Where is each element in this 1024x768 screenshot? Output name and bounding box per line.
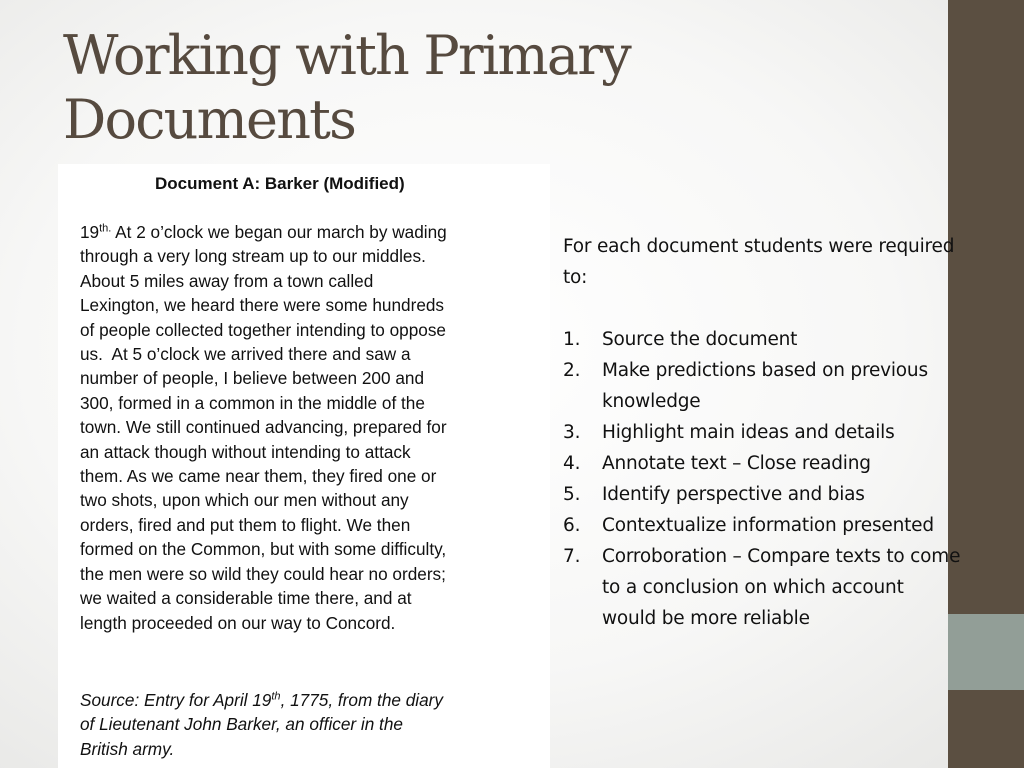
instructions-panel bbox=[563, 231, 963, 634]
instruction-text: Annotate text – Close reading bbox=[602, 453, 871, 474]
document-body-line: us. At 5 o’clock we arrived there and saw a bbox=[80, 344, 411, 365]
document-body-line: of people collected together intending to oppose bbox=[80, 319, 446, 340]
instruction-number: 3. bbox=[563, 422, 581, 443]
document-source bbox=[80, 688, 540, 761]
document-body-start: 19 bbox=[80, 222, 100, 242]
document-body bbox=[80, 220, 550, 635]
document-body-line: town. We still continued advancing, prepared for bbox=[80, 417, 447, 438]
instruction-text: Identify perspective and bias bbox=[602, 484, 865, 505]
instructions-list bbox=[563, 324, 963, 634]
instruction-text: Source the document bbox=[602, 329, 798, 350]
instruction-number: 1. bbox=[563, 329, 581, 350]
document-body-line: formed on the Common, but with some difficulty, bbox=[80, 539, 447, 560]
instruction-item bbox=[563, 479, 963, 510]
instruction-item bbox=[563, 541, 963, 634]
slide-title-line-1: Working with Primary bbox=[63, 24, 630, 87]
slide-title bbox=[63, 24, 763, 152]
document-source-sup: th bbox=[271, 690, 281, 703]
instruction-number: 6. bbox=[563, 515, 581, 536]
document-body-line: through a very long stream up to our middles. bbox=[80, 246, 426, 267]
instruction-number: 2. bbox=[563, 360, 581, 381]
document-body-line: number of people, I believe between 200 and bbox=[80, 368, 425, 389]
instruction-number: 4. bbox=[563, 453, 581, 474]
document-excerpt-image bbox=[58, 164, 550, 768]
instruction-text: Contextualize information presented bbox=[602, 515, 934, 536]
document-body-line: the men were so wild they could hear no orders; bbox=[80, 563, 446, 584]
document-body-line: length proceeded on our way to Concord. bbox=[80, 612, 396, 633]
instruction-text: Corroboration – Compare texts to come to a conclusion on which account would be more reliable bbox=[602, 546, 961, 629]
instruction-text: Make predictions based on previous knowledge bbox=[602, 360, 928, 412]
document-source-post: , 1775, from the diary bbox=[280, 690, 443, 710]
instruction-item bbox=[563, 355, 963, 417]
instruction-item bbox=[563, 417, 963, 448]
instructions-intro: For each document students were required to: bbox=[563, 236, 955, 288]
document-source-line-3: British army. bbox=[80, 738, 175, 759]
document-body-line: At 2 o’clock we began our march by wading bbox=[111, 222, 447, 242]
document-body-line: them. As we came near them, they fired one or bbox=[80, 466, 437, 487]
document-source-line-2: of Lieutenant John Barker, an officer in the bbox=[80, 714, 403, 735]
document-body-line: Lexington, we heard there were some hundreds bbox=[80, 295, 445, 316]
instruction-text: Highlight main ideas and details bbox=[602, 422, 895, 443]
document-body-line: we waited a considerable time there, and at bbox=[80, 588, 412, 609]
document-body-line: About 5 miles away from a town called bbox=[80, 270, 374, 291]
document-body-start-sup: th. bbox=[99, 222, 112, 235]
document-body-line: orders, fired and put them to flight. We then bbox=[80, 514, 411, 535]
instruction-number: 5. bbox=[563, 484, 581, 505]
document-body-line: 300, formed in a common in the middle of the bbox=[80, 392, 425, 413]
document-body-line: an attack though without intending to attack bbox=[80, 441, 411, 462]
instruction-item bbox=[563, 448, 963, 479]
instruction-item bbox=[563, 324, 963, 355]
slide-title-line-2: Documents bbox=[63, 88, 355, 151]
document-body-line: two shots, upon which our men without any bbox=[80, 490, 409, 511]
instruction-number: 7. bbox=[563, 546, 581, 567]
instruction-item bbox=[563, 510, 963, 541]
document-source-pre: Source: Entry for April 19 bbox=[80, 690, 272, 710]
document-heading: Document A: Barker (Modified) bbox=[155, 174, 405, 193]
